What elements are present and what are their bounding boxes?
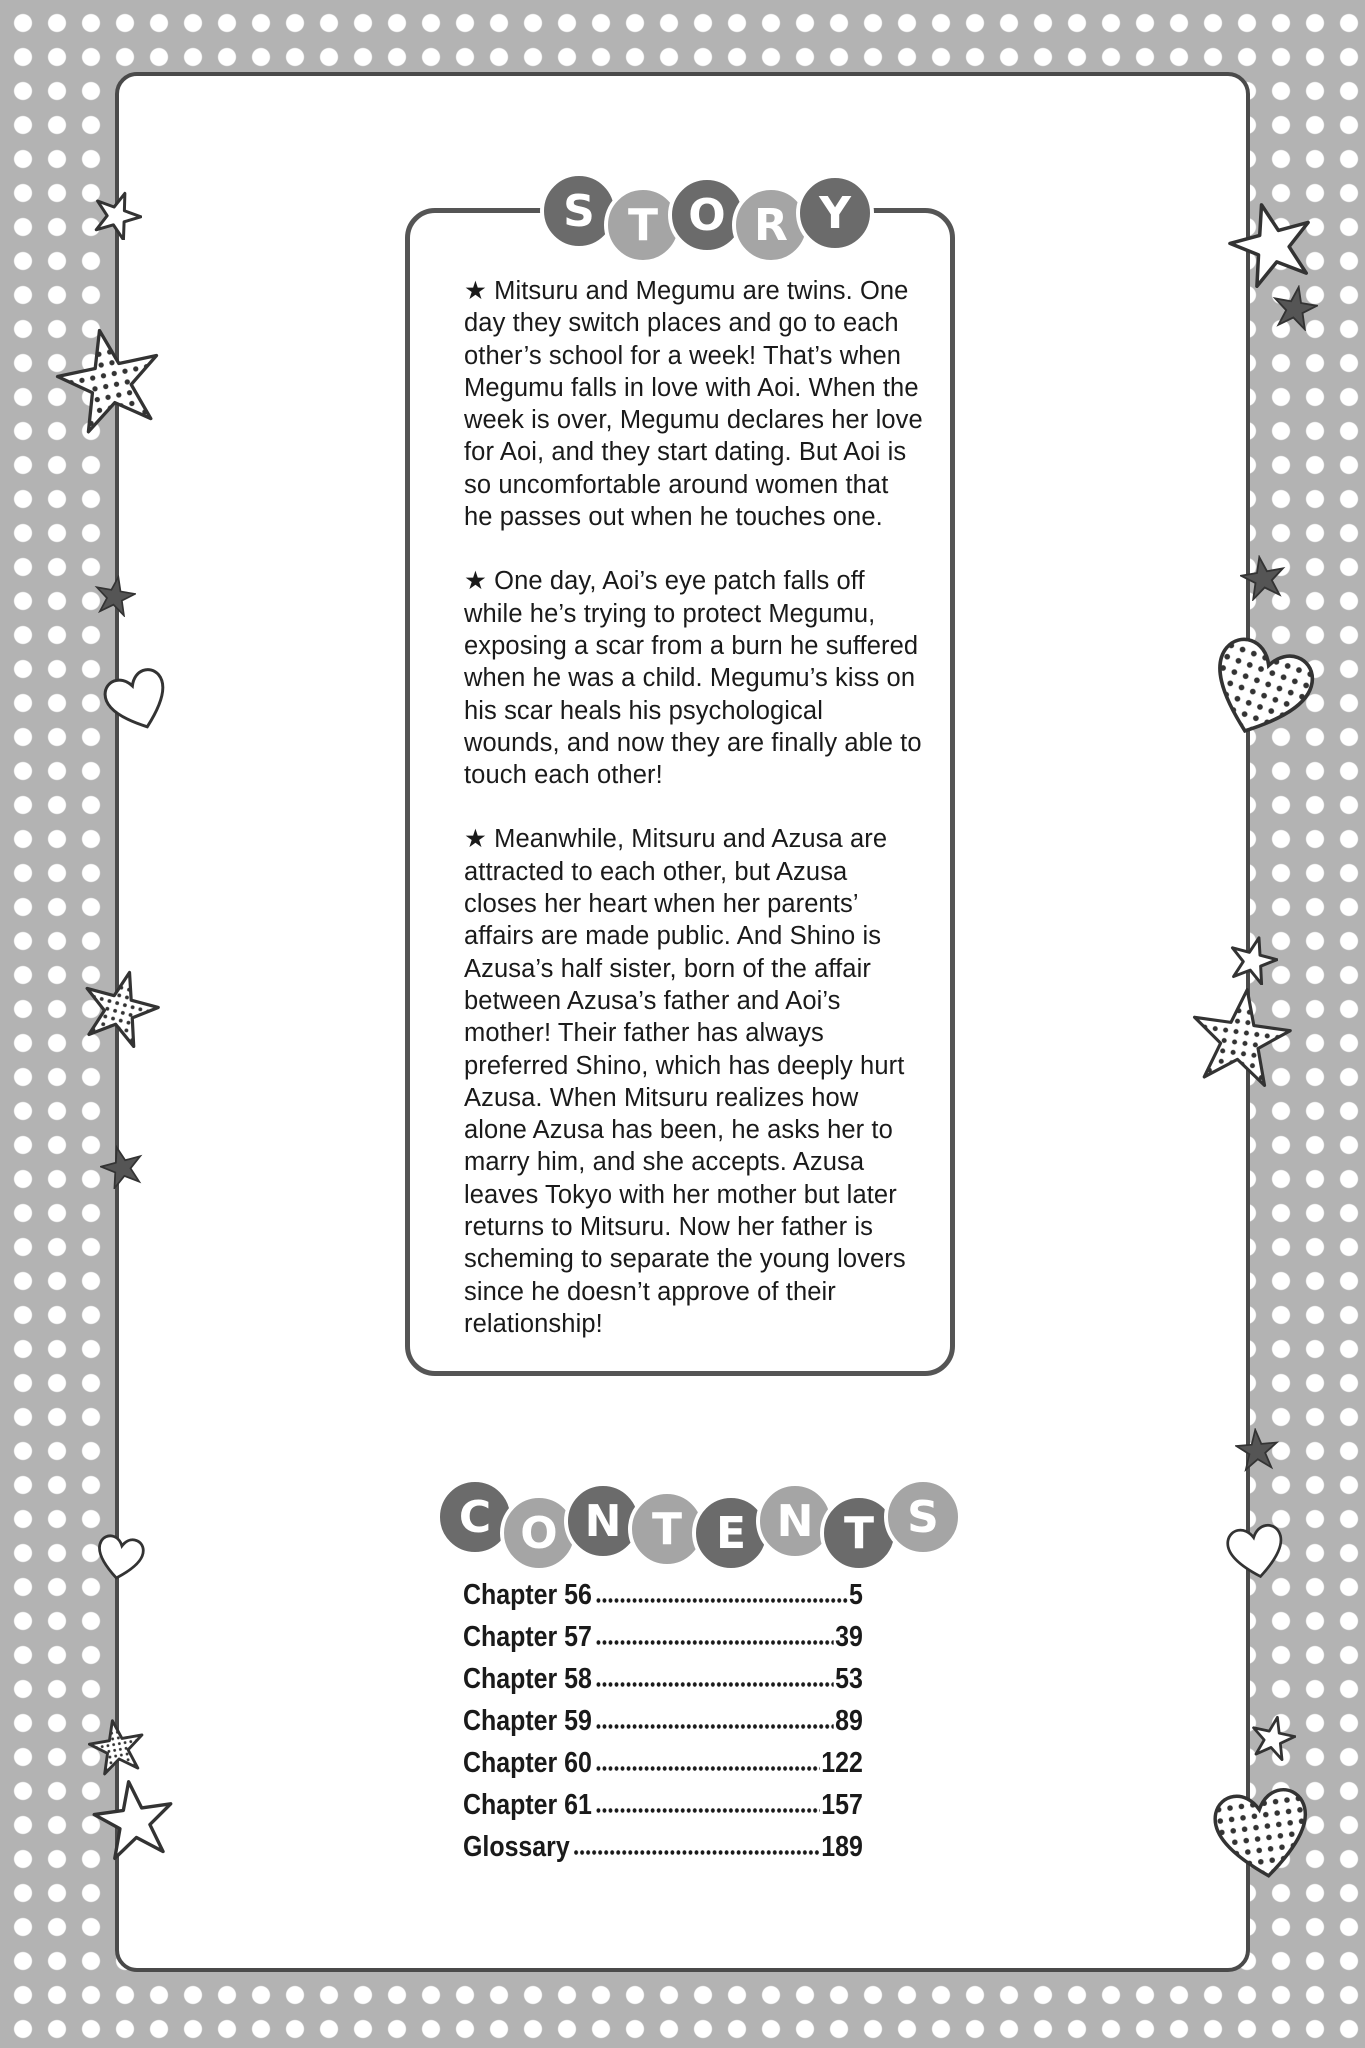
polka-heart-icon [1198,628,1323,748]
toc-entry-page: 89 [835,1705,863,1737]
toc-entry-label: Chapter 56 [463,1579,592,1611]
polka-heart-icon [1200,1775,1325,1890]
toc-entry-page: 189 [821,1831,863,1863]
toc-entry-label: Chapter 57 [463,1621,592,1653]
toc-entry-label: Chapter 61 [463,1789,592,1821]
toc-entry[interactable] [463,1654,863,1696]
toc-leader-dots [595,1724,833,1729]
story-paragraph: ★ Meanwhile, Mitsuru and Azusa are attracted to each other, but Azusa closes her heart when her parents’ affairs are made public. And Shino is Azusa’s half sister, born of the affair between Azusa’s father and Aoi’s mother! Their father has always preferred Shino, which has deeply hurt Azusa. When Mitsuru realizes how alone Azusa has been, he asks her to marry him, and she accepts. Azusa leaves Tokyo with her mother but later returns to Mitsuru. Now her father is scheming to separate the young lovers since he doesn’t approve of their relationship! [464,825,906,1338]
toc-entry[interactable] [463,1696,863,1738]
contents-title-letter: C [436,1478,514,1556]
star-icon [92,190,142,240]
star-icon [92,1778,176,1862]
polka-star-icon [88,1718,146,1776]
toc-entry[interactable] [463,1822,863,1864]
story-paragraph: ★ One day, Aoi’s eye patch falls off while he’s trying to protect Megumu, exposing a scar from a burn he suffered when he was a child. Megumu’s kiss on his scar heals his psychological wounds, and now they are finally able to touch each other! [464,567,922,790]
contents-title-letter: N [756,1482,834,1560]
contents-title-letter: O [500,1494,578,1572]
toc-leader-dots [595,1640,833,1645]
toc-entry-page: 122 [821,1747,863,1779]
toc-entry-label: Chapter 59 [463,1705,592,1737]
star-icon [1250,1715,1296,1761]
toc-leader-dots [595,1808,819,1813]
story-paragraph: ★ Mitsuru and Megumu are twins. One day they switch places and go to each other’s school for a week! That’s when Megumu falls in love with Aoi. When the week is over, Megumu declares her love for Aoi, and they start dating. But Aoi is so uncomfortable around women that he passes out when he touches one. [464,277,923,532]
star-icon [1272,285,1318,331]
toc-entry-page: 157 [821,1789,863,1821]
toc-entry[interactable] [463,1612,863,1654]
story-title-letter: T [604,186,682,264]
toc-entry-label: Glossary [463,1831,570,1863]
story-title-letter: S [540,172,618,250]
toc-entry-page: 39 [835,1621,863,1653]
star-icon [1235,1428,1279,1472]
star-icon [1228,200,1316,288]
heart-icon [92,1528,148,1586]
contents-title-letter: E [692,1494,770,1572]
table-of-contents [463,1570,863,1864]
toc-entry[interactable] [463,1780,863,1822]
toc-entry-page: 5 [849,1579,863,1611]
toc-entry-page: 53 [835,1663,863,1695]
toc-leader-dots [595,1766,819,1771]
polka-star-icon [55,325,165,435]
heart-icon [1222,1512,1290,1590]
story-title-letter: Y [796,174,874,252]
toc-entry[interactable] [463,1570,863,1612]
story-title [540,172,860,264]
star-icon [1240,555,1286,601]
star-icon [100,1145,144,1189]
star-icon [94,575,136,617]
toc-leader-dots [595,1682,833,1687]
toc-leader-dots [595,1598,847,1603]
heart-icon [100,660,175,740]
story-title-letter: R [732,186,810,264]
story-title-letter: O [668,176,746,254]
story-text [464,275,924,1372]
polka-star-icon [1188,985,1293,1090]
contents-title-letter: N [564,1482,642,1560]
contents-title [436,1478,948,1572]
polka-star-icon [80,968,160,1048]
toc-entry-label: Chapter 60 [463,1747,592,1779]
toc-entry-label: Chapter 58 [463,1663,592,1695]
contents-title-letter: S [884,1478,962,1556]
contents-title-letter: T [820,1494,898,1572]
contents-title-letter: T [628,1490,706,1568]
toc-leader-dots [573,1850,819,1855]
star-icon [1228,935,1278,985]
toc-entry[interactable] [463,1738,863,1780]
